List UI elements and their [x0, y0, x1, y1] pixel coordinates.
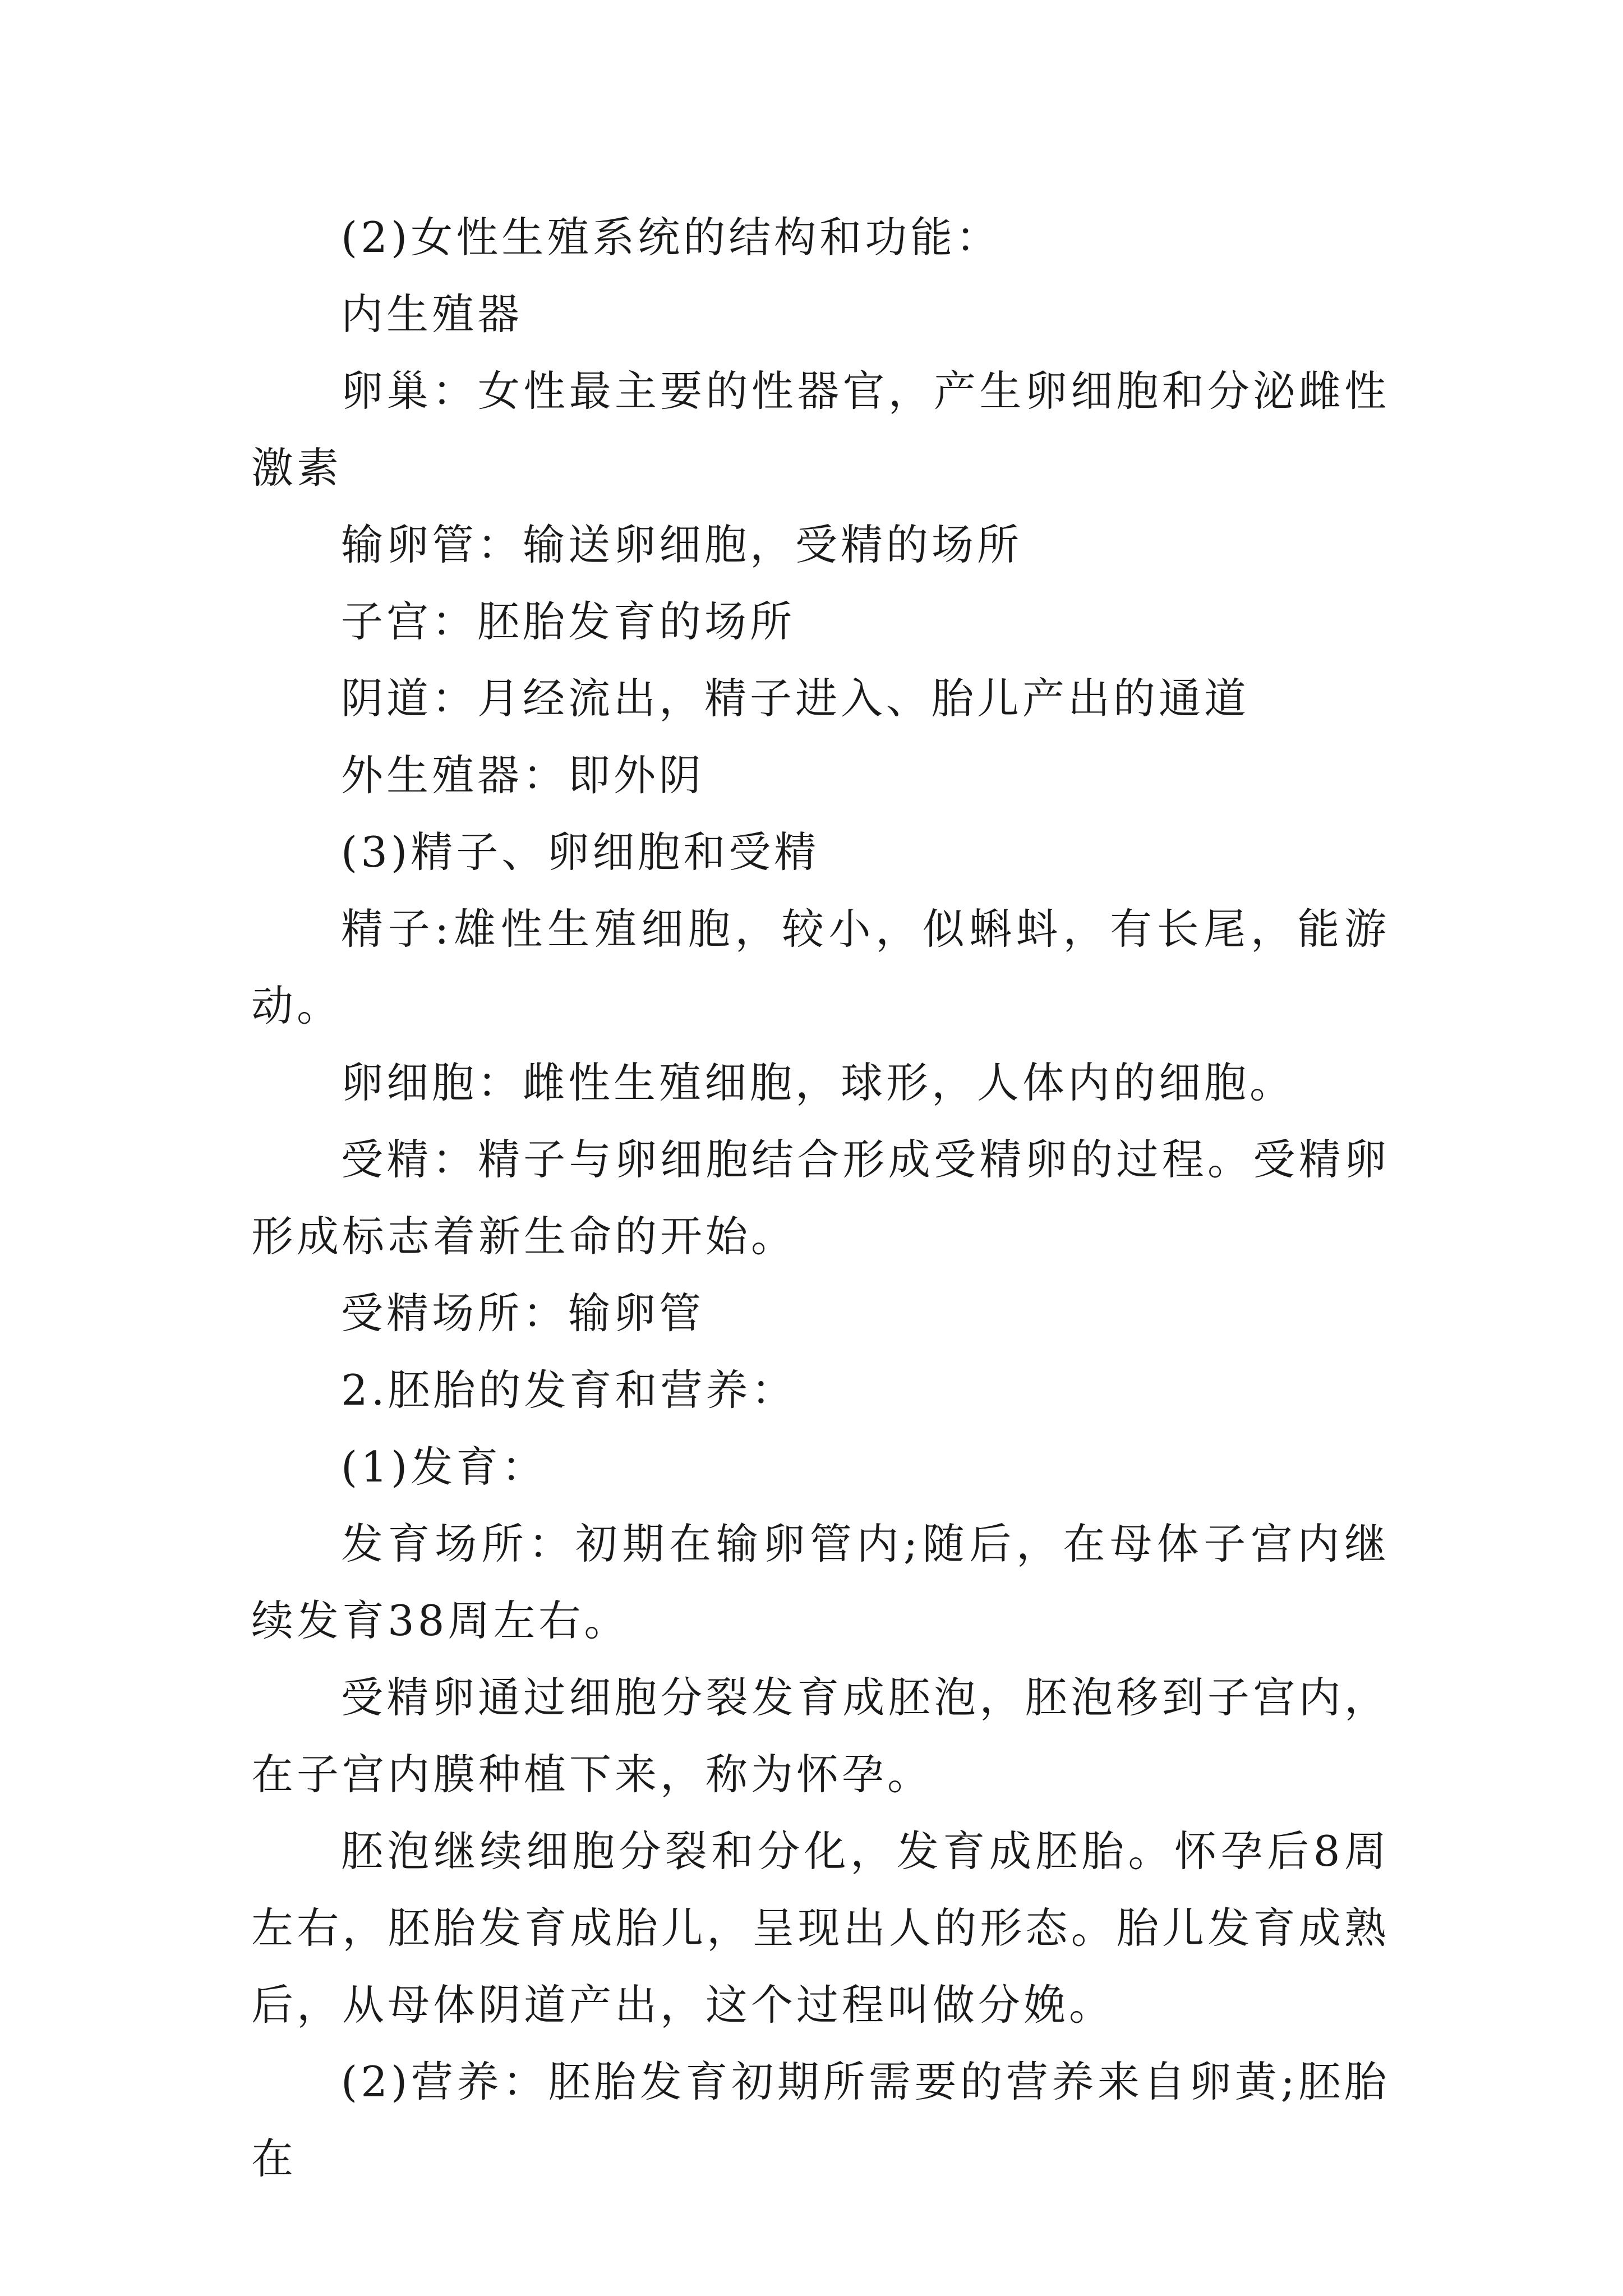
paragraph-pregnancy: 受精卵通过细胞分裂发育成胚泡，胚泡移到子宫内，在子宫内膜种植下来，称为怀孕。 [251, 1673, 1390, 1799]
paragraph-fertilization: 受精：精子与卵细胞结合形成受精卵的过程。受精卵形成标志着新生命的开始。 [251, 1135, 1390, 1261]
paragraph-development-site: 发育场所：初期在输卵管内;随后，在母体子宫内继续发育38周左右。 [251, 1519, 1390, 1645]
paragraph-embryo-fetus: 胚泡继续细胞分裂和分化，发育成胚胎。怀孕后8周左右，胚胎发育成胎儿，呈现出人的形态。胎儿发育成熟后，从母体阴道产出，这个过程叫做分娩。 [251, 1826, 1390, 2030]
paragraph-ovary: 卵巢：女性最主要的性器官，产生卵细胞和分泌雌性激素 [251, 366, 1390, 493]
paragraph-nutrition: (2)营养：胚胎发育初期所需要的营养来自卵黄;胚胎在 [251, 2057, 1390, 2183]
paragraph-external-organs: 外生殖器：即外阴 [341, 751, 705, 800]
paragraph-embryo-heading: 2.胚胎的发育和营养： [341, 1365, 797, 1415]
paragraph-development-heading: (1)发育： [341, 1442, 547, 1492]
paragraph-fertilization-heading: (3)精子、卵细胞和受精 [341, 827, 820, 877]
paragraph-female-system-heading: (2)女性生殖系统的结构和功能： [341, 213, 1002, 262]
paragraph-vagina: 阴道：月经流出，精子进入、胎儿产出的通道 [341, 674, 1250, 723]
paragraph-oviduct: 输卵管：输送卵细胞，受精的场所 [341, 520, 1023, 569]
paragraph-uterus: 子宫：胚胎发育的场所 [341, 597, 796, 646]
paragraph-fertilization-site: 受精场所：输卵管 [341, 1289, 705, 1338]
document-body [251, 199, 1390, 2197]
paragraph-egg-cell: 卵细胞：雌性生殖细胞，球形，人体内的细胞。 [341, 1058, 1295, 1107]
paragraph-internal-organs: 内生殖器 [341, 289, 523, 339]
paragraph-sperm: 精子:雄性生殖细胞，较小，似蝌蚪，有长尾，能游动。 [251, 904, 1390, 1030]
